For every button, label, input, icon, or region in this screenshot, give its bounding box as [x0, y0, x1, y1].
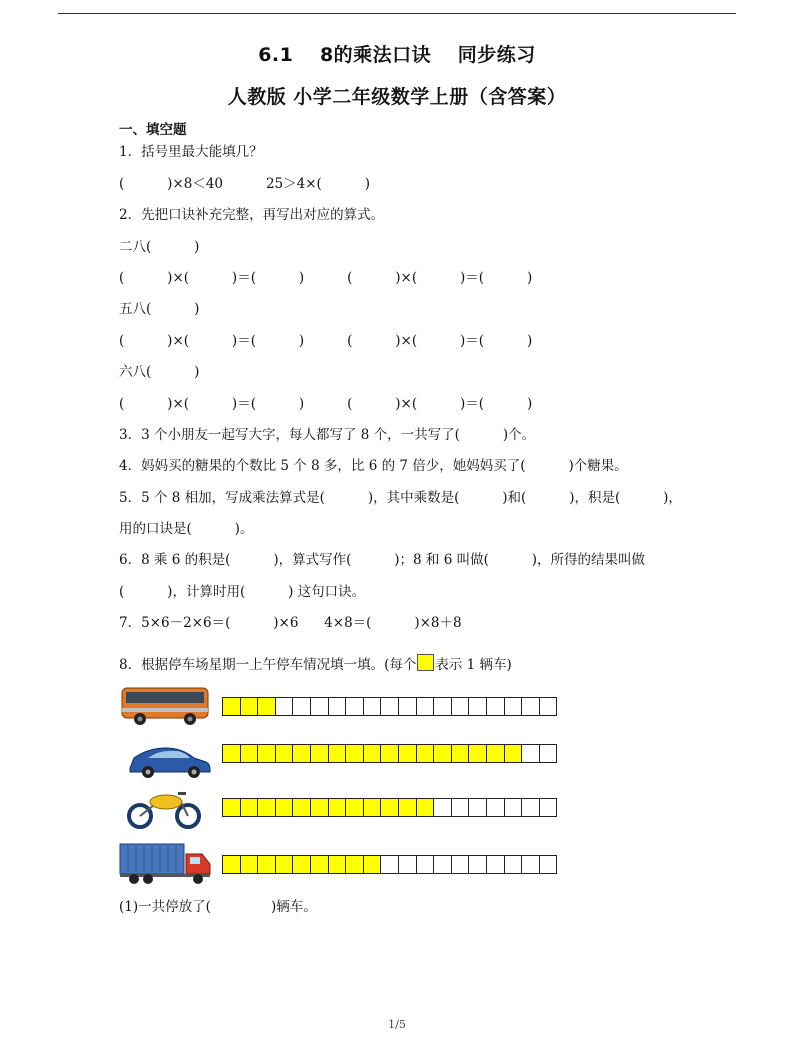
car-icon [118, 738, 214, 782]
filled-cell [417, 745, 435, 763]
section-heading: 一、填空题 [119, 122, 187, 138]
question-line: 3．3 个小朋友一起写大字，每人都写了 8 个，一共写了( )个。 [119, 427, 536, 443]
empty-cell [434, 856, 452, 874]
filled-cell [346, 745, 364, 763]
question-line: 2．先把口诀补充完整，再写出对应的算式。 [119, 207, 385, 223]
empty-cell [293, 698, 311, 716]
motorcycle-icon [118, 786, 214, 830]
vehicle-row-truck [118, 842, 563, 886]
empty-cell [452, 799, 470, 817]
vehicle-row-motorcycle [118, 786, 563, 830]
empty-cell [540, 856, 558, 874]
filled-cell [364, 856, 382, 874]
q8-text-after: 表示 1 辆车) [435, 657, 512, 673]
filled-cell [241, 856, 259, 874]
filled-cell [311, 799, 329, 817]
q8-text-before: 8．根据停车场星期一上午停车情况填一填。(每个 [119, 657, 417, 673]
bus-tally-grid [222, 697, 557, 716]
truck-icon [118, 842, 214, 886]
filled-cell [241, 799, 259, 817]
question-8-prompt [119, 654, 512, 674]
empty-cell [522, 745, 540, 763]
sub-question-1: (1)一共停放了( )辆车。 [119, 899, 317, 915]
empty-cell [522, 799, 540, 817]
empty-cell [276, 698, 294, 716]
question-line: ( )×( )＝( ) ( )×( )＝( ) [119, 396, 533, 412]
filled-cell [417, 799, 435, 817]
question-line: ( )×8＜40 25＞4×( ) [119, 176, 370, 192]
empty-cell [522, 856, 540, 874]
filled-cell [346, 799, 364, 817]
empty-cell [434, 698, 452, 716]
empty-cell [381, 698, 399, 716]
question-line: 5．5 个 8 相加，写成乘法算式是( )，其中乘数是( )和( )，积是( )， [119, 490, 682, 506]
empty-cell [522, 698, 540, 716]
filled-cell [293, 856, 311, 874]
empty-cell [434, 799, 452, 817]
filled-cell [293, 745, 311, 763]
question-line: 二八( ) [119, 239, 200, 255]
empty-cell [487, 856, 505, 874]
question-line: 4．妈妈买的糖果的个数比 5 个 8 多，比 6 的 7 倍少，她妈妈买了( )个糖果。 [119, 458, 628, 474]
filled-cell [223, 799, 241, 817]
filled-cell [399, 745, 417, 763]
filled-cell [223, 856, 241, 874]
empty-cell [311, 698, 329, 716]
bus-icon [118, 684, 214, 728]
question-line: 用的口诀是( )。 [119, 521, 254, 537]
filled-cell [505, 745, 523, 763]
page-title: 6.1 8的乘法口诀 同步练习 [258, 44, 536, 66]
filled-cell [276, 856, 294, 874]
page-subtitle: 人教版 小学二年级数学上册（含答案） [227, 86, 567, 108]
filled-cell [399, 799, 417, 817]
question-line: ( )×( )＝( ) ( )×( )＝( ) [119, 333, 533, 349]
filled-cell [258, 799, 276, 817]
empty-cell [417, 698, 435, 716]
filled-cell [311, 856, 329, 874]
empty-cell [505, 799, 523, 817]
filled-cell [364, 799, 382, 817]
empty-cell [540, 799, 558, 817]
filled-cell [452, 745, 470, 763]
filled-cell [223, 745, 241, 763]
question-line: 7．5×6－2×6＝( )×6 4×8＝( )×8＋8 [119, 615, 462, 631]
filled-cell [241, 745, 259, 763]
empty-cell [399, 856, 417, 874]
empty-cell [469, 799, 487, 817]
empty-cell [540, 745, 558, 763]
filled-cell [329, 799, 347, 817]
filled-cell [276, 799, 294, 817]
unit-square-icon [417, 654, 434, 671]
filled-cell [223, 698, 241, 716]
question-line: ( )×( )＝( ) ( )×( )＝( ) [119, 270, 533, 286]
filled-cell [329, 856, 347, 874]
filled-cell [346, 856, 364, 874]
header-rule [58, 13, 736, 14]
filled-cell [276, 745, 294, 763]
empty-cell [399, 698, 417, 716]
question-line: 1．括号里最大能填几？ [119, 144, 263, 160]
vehicle-row-car [118, 738, 563, 782]
empty-cell [381, 856, 399, 874]
filled-cell [487, 745, 505, 763]
empty-cell [417, 856, 435, 874]
empty-cell [346, 698, 364, 716]
filled-cell [329, 745, 347, 763]
empty-cell [487, 698, 505, 716]
vehicle-row-bus [118, 684, 563, 728]
motorcycle-tally-grid [222, 798, 557, 817]
filled-cell [258, 745, 276, 763]
empty-cell [540, 698, 558, 716]
empty-cell [505, 856, 523, 874]
car-tally-grid [222, 744, 557, 763]
empty-cell [329, 698, 347, 716]
empty-cell [452, 856, 470, 874]
empty-cell [469, 698, 487, 716]
filled-cell [381, 745, 399, 763]
question-line: ( )，计算时用( ) 这句口诀。 [119, 584, 366, 600]
filled-cell [293, 799, 311, 817]
empty-cell [505, 698, 523, 716]
filled-cell [311, 745, 329, 763]
empty-cell [364, 698, 382, 716]
filled-cell [364, 745, 382, 763]
question-line: 6．8 乘 6 的积是( )，算式写作( )；8 和 6 叫做( )，所得的结果叫做 [119, 552, 646, 568]
filled-cell [434, 745, 452, 763]
empty-cell [452, 698, 470, 716]
question-line: 六八( ) [119, 364, 200, 380]
question-line: 五八( ) [119, 301, 200, 317]
filled-cell [381, 799, 399, 817]
filled-cell [258, 856, 276, 874]
filled-cell [241, 698, 259, 716]
truck-tally-grid [222, 855, 557, 874]
empty-cell [487, 799, 505, 817]
page-number: 1/5 [388, 1018, 406, 1031]
filled-cell [258, 698, 276, 716]
filled-cell [469, 745, 487, 763]
empty-cell [469, 856, 487, 874]
